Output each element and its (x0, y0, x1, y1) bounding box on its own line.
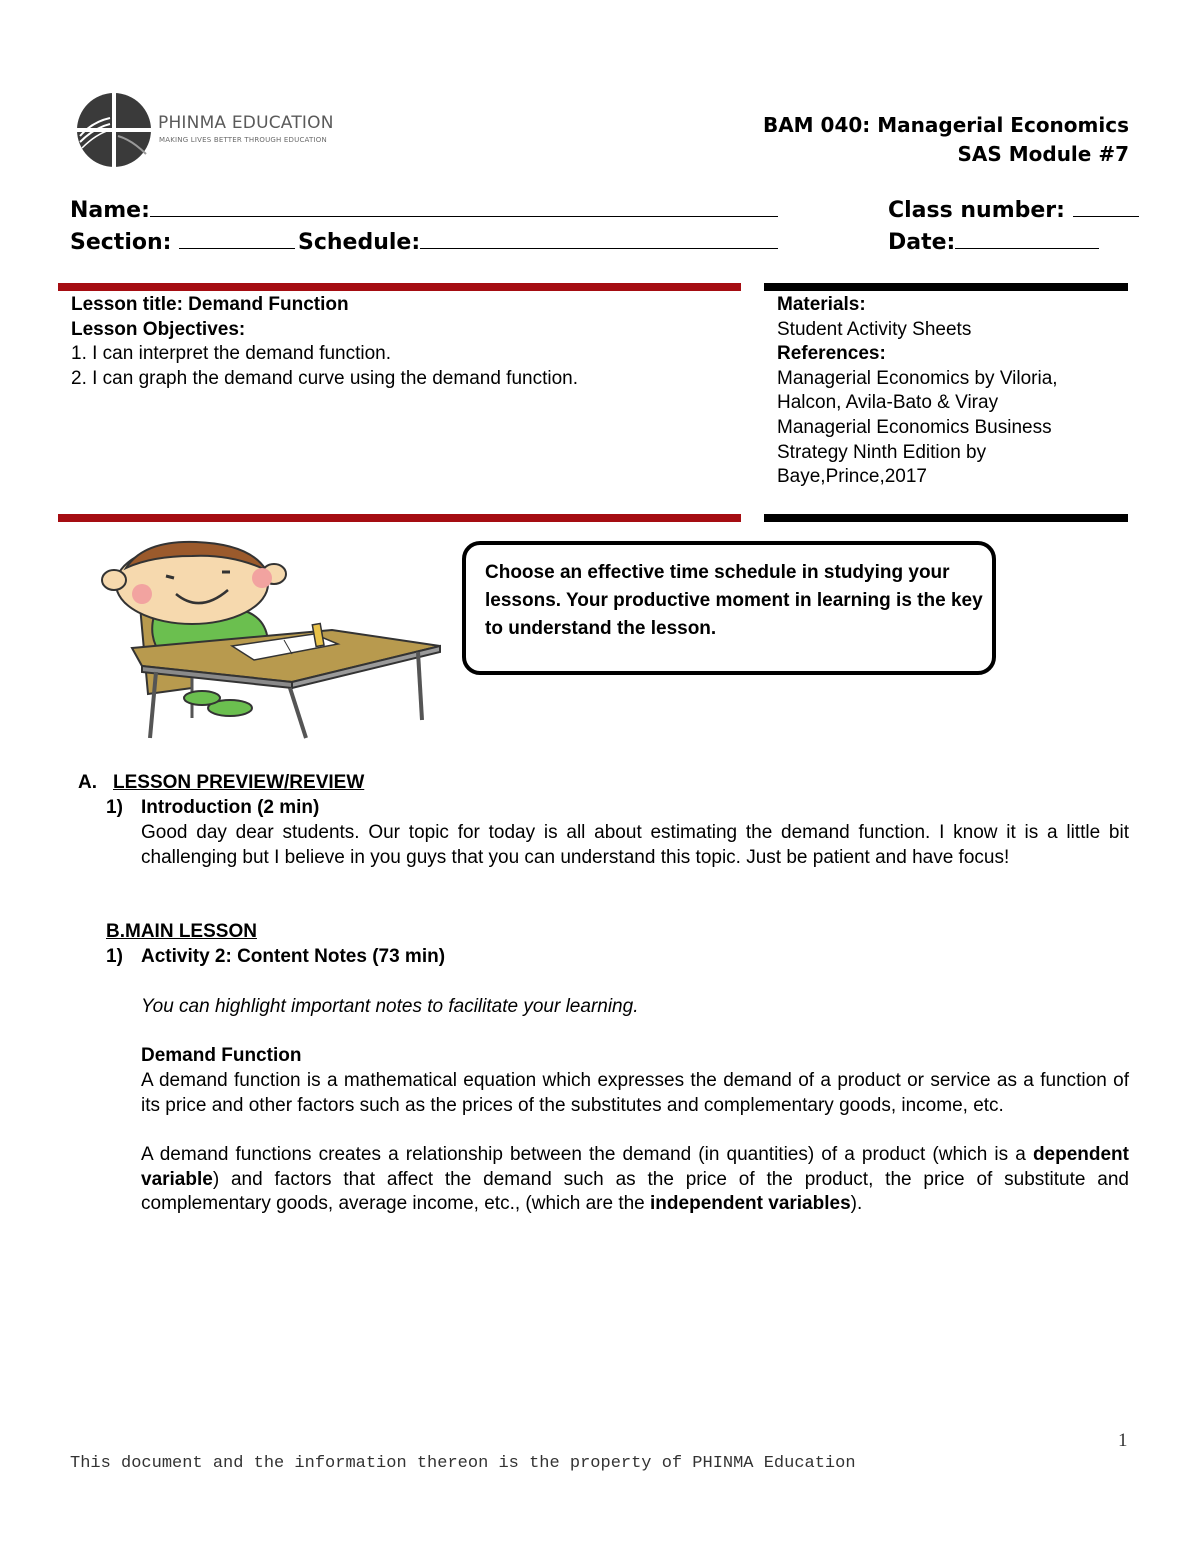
date-field[interactable] (888, 228, 1099, 255)
section-a-title: LESSON PREVIEW/REVIEW (113, 772, 365, 793)
schedule-label: Schedule: (298, 230, 421, 255)
date-label: Date: (888, 230, 956, 255)
para2-text: ) and factors that affect the demand such as the price of the product, the price of substitute and complementary goods, average income, etc., (which are the (141, 1168, 1129, 1215)
introduction-paragraph: Good day dear students. Our topic for today is all about estimating the demand function. I know it is a little bit challenging but I believe in you guys that you can understand this topic. Just be patient and have focus! (141, 822, 1129, 868)
schedule-field[interactable] (298, 228, 778, 255)
class-number-field[interactable] (888, 196, 1139, 223)
reference-line: Managerial Economics Business (777, 416, 1052, 438)
objectives-label: Lesson Objectives: (71, 318, 246, 340)
materials-item: Student Activity Sheets (777, 318, 972, 340)
section-a-item-title: Introduction (2 min) (141, 797, 320, 818)
reference-line: Baye,Prince,2017 (777, 466, 927, 488)
para2-text: ). (850, 1193, 863, 1215)
module-title: SAS Module #7 (957, 142, 1129, 166)
section-a-letter: A. (78, 772, 97, 793)
schedule-blank[interactable] (420, 228, 778, 249)
name-label: Name: (70, 198, 150, 223)
logo-tagline: MAKING LIVES BETTER THROUGH EDUCATION (159, 136, 327, 144)
dependent-variable-term: dependent variable (141, 1144, 1129, 1190)
reference-line: Halcon, Avila-Bato & Viray (777, 392, 999, 414)
class-number-label: Class number: (888, 198, 1065, 223)
materials-info (777, 293, 1127, 490)
reference-line: Strategy Ninth Edition by (777, 441, 987, 463)
section-blank[interactable] (179, 228, 295, 249)
course-title: BAM 040: Managerial Economics (762, 113, 1129, 137)
name-blank[interactable] (150, 196, 778, 217)
section-b-item-number: 1) (106, 946, 123, 967)
references-label: References: (777, 343, 886, 365)
demand-function-paragraph-1: A demand function is a mathematical equation which expresses the demand of a product or service as a function of its price and other factors such as the prices of the substitutes and complementary goods, income, etc. (141, 1070, 1129, 1116)
demand-function-paragraph-2 (141, 1143, 1129, 1217)
section-b-title: B.MAIN LESSON (106, 921, 257, 942)
study-tip-text: Choose an effective time schedule in studying your lessons. Your productive moment in learning is the key to understand the lesson. (485, 562, 983, 639)
independent-variables-term: independent variables (650, 1193, 851, 1215)
section-b-item-title: Activity 2: Content Notes (73 min) (141, 946, 446, 967)
date-blank[interactable] (955, 228, 1099, 249)
lesson-info (71, 293, 731, 391)
section-field[interactable] (70, 228, 295, 255)
lesson-title: Lesson title: Demand Function (71, 294, 349, 315)
student-at-desk-illustration (92, 538, 442, 743)
reference-line: Managerial Economics by Viloria, (777, 367, 1058, 389)
materials-label: Materials: (777, 294, 866, 315)
logo-name: PHINMA EDUCATION (158, 113, 334, 133)
bottom-black-rule (764, 514, 1128, 522)
top-red-rule (58, 283, 741, 291)
name-field[interactable] (70, 196, 778, 223)
para2-text: A demand functions creates a relationship between the demand (in quantities) of a product (which is a (141, 1144, 1033, 1165)
objective-item: 2. I can graph the demand curve using the demand function. (71, 367, 578, 389)
footer-disclaimer: This document and the information thereon is the property of PHINMA Education (70, 1454, 856, 1473)
objective-item: 1. I can interpret the demand function. (71, 343, 392, 365)
section-a-item-number: 1) (106, 797, 123, 818)
bottom-red-rule (58, 514, 741, 522)
section-label: Section: (70, 230, 172, 255)
highlight-note: You can highlight important notes to facilitate your learning. (141, 996, 639, 1017)
class-number-blank[interactable] (1073, 196, 1139, 217)
page-number: 1 (1118, 1430, 1128, 1451)
top-black-rule (764, 283, 1128, 291)
demand-function-heading: Demand Function (141, 1045, 302, 1066)
